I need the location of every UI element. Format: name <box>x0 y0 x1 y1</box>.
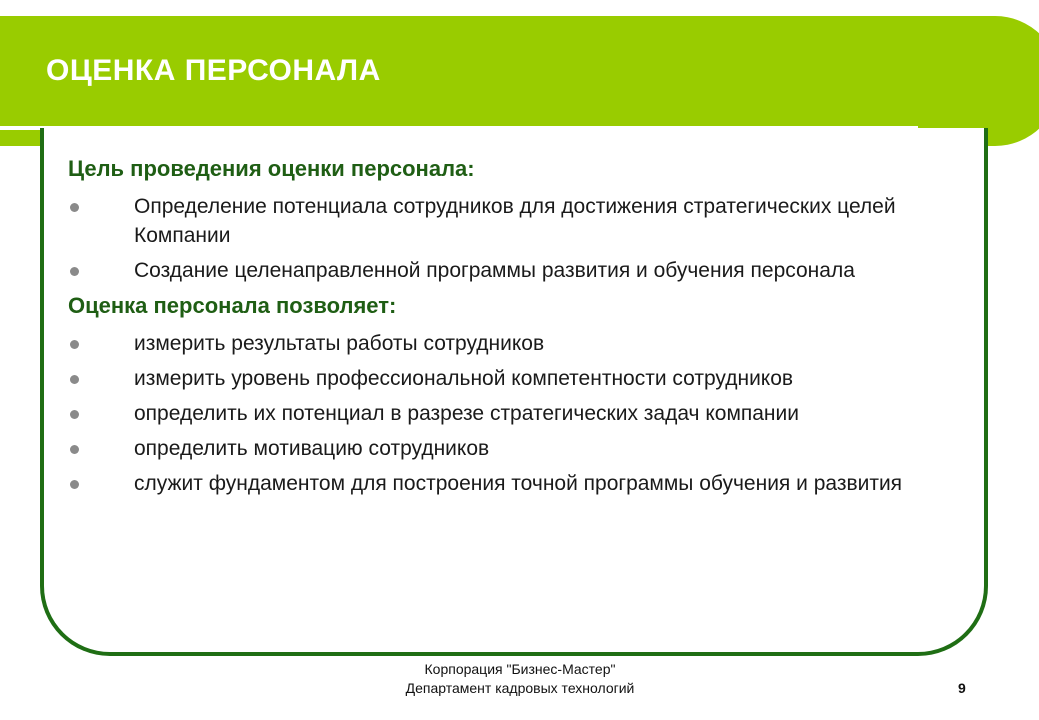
list-item-text: определить их потенциал в разрезе стратегических задач компании <box>134 402 799 425</box>
list-item <box>68 399 948 428</box>
list-item-text: определить мотивацию сотрудников <box>134 437 490 460</box>
list-item-text: Определение потенциала сотрудников для достижения стратегических целей Компании <box>134 195 896 247</box>
bullet-icon <box>70 375 79 384</box>
list-item <box>68 329 948 358</box>
list-item-text: измерить результаты работы сотрудников <box>134 332 545 355</box>
list-item <box>68 469 948 498</box>
bullet-icon <box>70 340 79 349</box>
list-item-text: измерить уровень профессиональной компетентности сотрудников <box>134 367 794 390</box>
footer-department: Департамент кадровых технологий <box>405 680 635 696</box>
allows-list <box>68 329 948 498</box>
list-item-text: служит фундаментом для построения точной программы обучения и развития <box>134 472 903 495</box>
bullet-icon <box>70 410 79 419</box>
list-item <box>68 256 948 285</box>
bullet-icon <box>70 267 79 276</box>
slide-content <box>68 154 948 504</box>
page-number: 9 <box>958 680 966 696</box>
section-goal-heading: Цель проведения оценки персонала: <box>68 156 475 181</box>
bullet-icon <box>70 445 79 454</box>
bullet-icon <box>70 203 79 212</box>
bullet-icon <box>70 480 79 489</box>
list-item <box>68 192 948 250</box>
list-item <box>68 434 948 463</box>
goal-list <box>68 192 948 285</box>
list-item-text: Создание целенаправленной программы развития и обучения персонала <box>134 259 855 282</box>
footer <box>300 660 740 698</box>
footer-company: Корпорация "Бизнес-Мастер" <box>424 661 616 677</box>
slide-title: ОЦЕНКА ПЕРСОНАЛА <box>46 54 381 87</box>
section-allows-heading: Оценка персонала позволяет: <box>68 293 397 318</box>
list-item <box>68 364 948 393</box>
